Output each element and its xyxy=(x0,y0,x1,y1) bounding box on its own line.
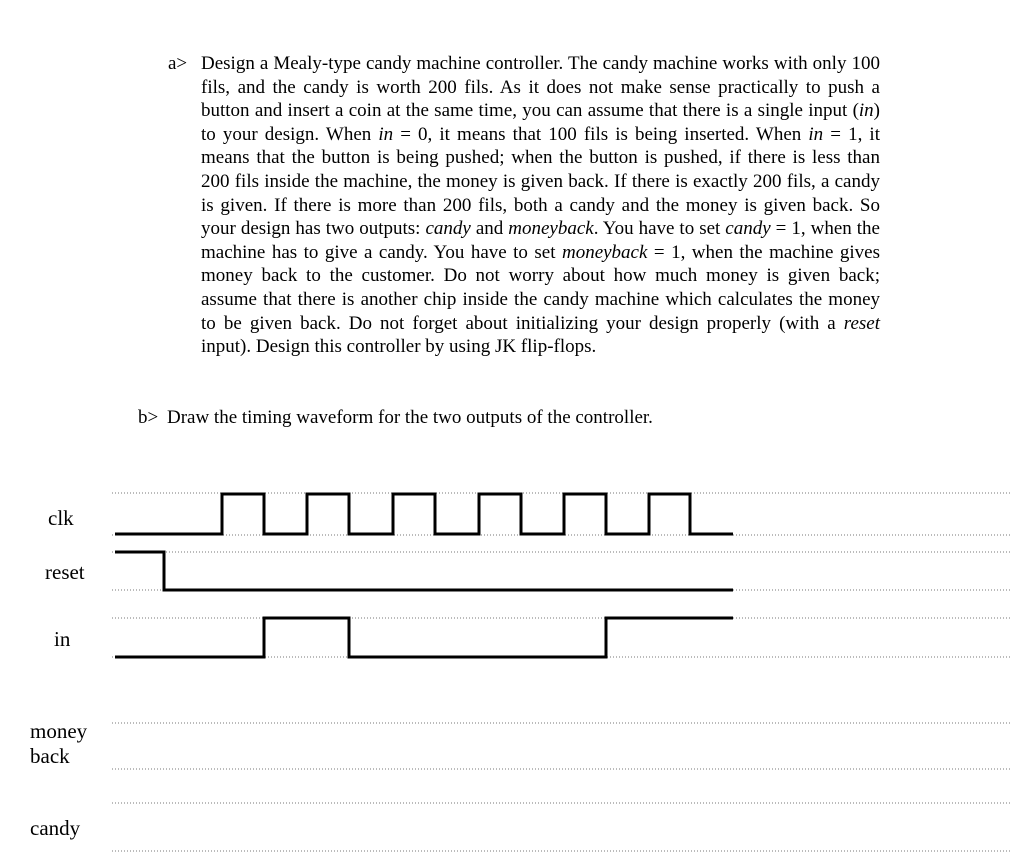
moneyback-label-line2: back xyxy=(30,744,70,768)
reset-waveform xyxy=(115,552,733,590)
candy-label: candy xyxy=(30,816,81,840)
part-b-marker: b> xyxy=(138,407,159,428)
moneyback-label-line1: money xyxy=(30,719,88,743)
part-a-paragraph: Design a Mealy-type candy machine controller. The candy machine works with only 100 fils, and the candy is worth 200 fils. As it does not make sense practically to push a button and insert a coin at the same time, you can assume that there is a single input (in) to your design. When in = 0, it means that 100 fils is being inserted. When in = 1, it means that the button is being pushed; when the button is pushed, if there is less than 200 fils inside the machine, the money is given back. If there is exactly 200 fils, a candy is given. If there is more than 200 fils, both a candy and the money is given back. So your design has two outputs: candy and moneyback. You have to set candy = 1, when the machine has to give a candy. You have to set moneyback = 1, when the machine gives money back to the customer. Do not worry about how much money is given back; assume that there is another chip inside the candy machine which calculates the money to be given back. Do not forget about initializing your design properly (with a reset input). Design this controller by using JK flip-flops. xyxy=(201,53,880,358)
in-label: in xyxy=(54,627,71,651)
clk-label: clk xyxy=(48,506,74,530)
in-waveform xyxy=(115,618,733,657)
reset-label: reset xyxy=(45,560,85,584)
part-a-marker: a> xyxy=(168,53,188,74)
part-b-text: Draw the timing waveform for the two outputs of the controller. xyxy=(166,407,653,428)
clk-waveform xyxy=(115,494,733,534)
